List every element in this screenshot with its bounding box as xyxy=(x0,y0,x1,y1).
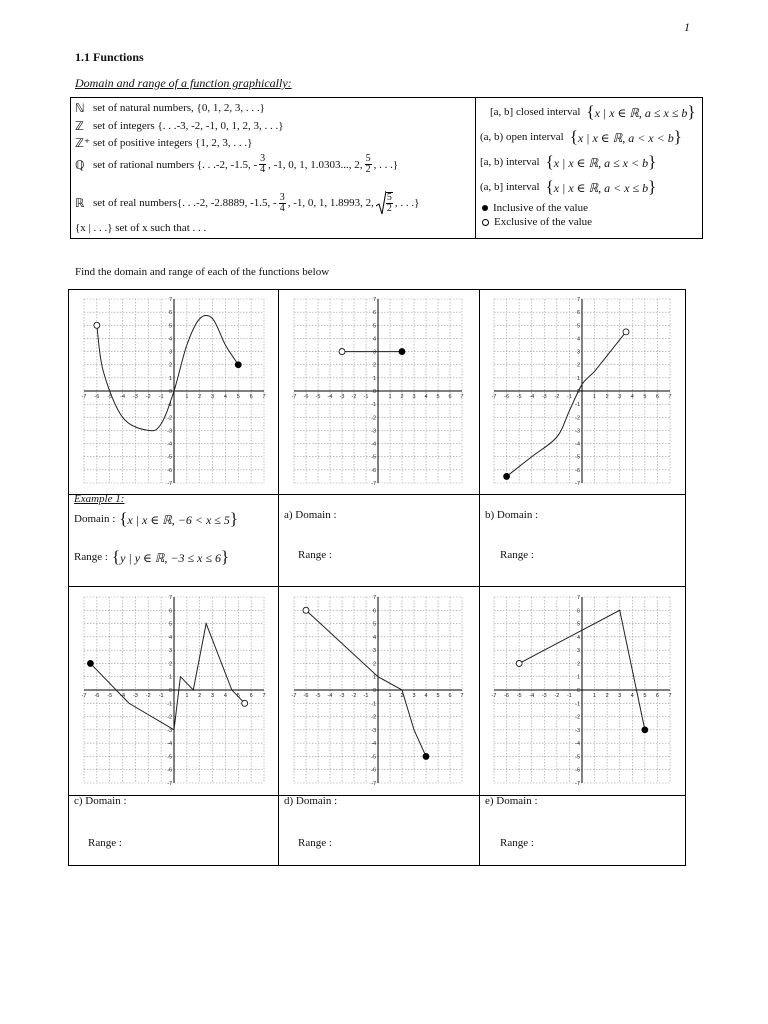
interval-closed-label: [a, b] closed interval xyxy=(490,106,581,118)
x-tick-label: 1 xyxy=(593,394,597,400)
y-tick-label: 0 xyxy=(372,688,376,694)
y-tick-label: 4 xyxy=(168,336,172,343)
instruction: Find the domain and range of each of the functions below xyxy=(75,266,330,278)
x-tick-label: 7 xyxy=(262,394,266,400)
answer-e-range: Range : xyxy=(500,837,534,849)
positive-integers-desc: set of positive integers {1, 2, 3, . . .} xyxy=(93,137,253,149)
y-tick-label: -6 xyxy=(371,767,376,774)
section-title: 1.1 Functions xyxy=(75,50,144,64)
y-tick-label: -5 xyxy=(575,754,580,761)
y-tick-label: -7 xyxy=(575,781,580,787)
y-tick-label: -5 xyxy=(575,454,580,461)
x-tick-label: 2 xyxy=(400,394,404,400)
natural-symbol: ℕ xyxy=(75,101,85,115)
x-tick-label: -5 xyxy=(516,394,522,400)
y-tick-label: 7 xyxy=(576,297,580,303)
y-tick-label: 6 xyxy=(372,310,376,317)
sqrt-five-halves: $\frac{5}{2}$ xyxy=(376,190,393,216)
set-natural xyxy=(75,101,265,115)
subtitle: Domain and range of a function graphically: xyxy=(75,76,292,90)
y-tick-label: -3 xyxy=(575,428,580,435)
y-tick-label: 5 xyxy=(372,621,376,628)
x-tick-label: -1 xyxy=(363,693,369,699)
answer-d-domain: d) Domain : xyxy=(284,795,338,807)
natural-desc: set of natural numbers, {0, 1, 2, 3, . . .} xyxy=(93,102,265,114)
y-tick-label: -3 xyxy=(371,727,376,734)
answer-a-range: Range : xyxy=(298,549,332,561)
x-tick-label: 1 xyxy=(593,693,597,699)
real-desc-mid: , -1, 0, 1, 1.8993, 2, xyxy=(287,197,374,209)
y-tick-label: 5 xyxy=(168,621,172,628)
y-tick-label: 1 xyxy=(372,674,376,681)
y-tick-label: -1 xyxy=(371,402,376,409)
x-tick-label: 1 xyxy=(388,693,392,699)
closed-endpoint xyxy=(87,660,93,666)
y-tick-label: 0 xyxy=(576,389,580,395)
x-tick-label: 6 xyxy=(655,693,659,699)
legend-open-text: Exclusive of the value xyxy=(494,216,593,228)
x-tick-label: -2 xyxy=(554,693,560,699)
answer-b-domain: b) Domain : xyxy=(485,509,539,521)
y-tick-label: -2 xyxy=(371,714,376,721)
y-tick-label: -5 xyxy=(371,454,376,461)
positive-integers-symbol: ℤ⁺ xyxy=(75,136,91,150)
x-tick-label: 2 xyxy=(400,693,404,699)
x-tick-label: -6 xyxy=(504,693,510,699)
real-desc-pre: set of real numbers{. . .-2, -2.8889, -1.5, - xyxy=(93,197,277,209)
integers-desc: set of integers {. . .-3, -2, -1, 0, 1, 2, 3, . . .} xyxy=(93,120,284,132)
interval-half-open-right-set: {x | x ∈ ℝ, a ≤ x < b} xyxy=(545,152,657,171)
example-domain-label: Domain : xyxy=(74,513,116,525)
set-builder-note xyxy=(75,222,206,234)
y-tick-label: 3 xyxy=(372,349,376,356)
interval-half-open-right-label: [a, b) interval xyxy=(480,156,540,168)
x-tick-label: 3 xyxy=(412,394,416,400)
example-title: Example 1: xyxy=(74,493,125,505)
y-tick-label: 5 xyxy=(372,323,376,330)
x-tick-label: 3 xyxy=(412,693,416,699)
x-tick-label: 7 xyxy=(262,693,266,699)
y-tick-label: -1 xyxy=(167,701,172,708)
x-tick-label: 3 xyxy=(618,693,622,699)
closed-dot-icon xyxy=(482,205,488,211)
y-tick-label: 7 xyxy=(168,595,172,601)
x-tick-label: 5 xyxy=(436,693,440,699)
y-tick-label: -3 xyxy=(167,727,172,734)
definitions-table xyxy=(70,97,703,239)
interval-closed-set: {x | x ∈ ℝ, a ≤ x ≤ b} xyxy=(586,102,696,121)
y-tick-label: 1 xyxy=(168,375,172,382)
x-tick-label: -4 xyxy=(327,693,333,699)
y-tick-label: 5 xyxy=(576,323,580,330)
real-symbol: ℝ xyxy=(75,196,85,210)
y-tick-label: -1 xyxy=(371,701,376,708)
y-tick-label: -7 xyxy=(371,481,376,487)
x-tick-label: -1 xyxy=(566,394,572,400)
x-tick-label: -5 xyxy=(315,394,321,400)
x-tick-label: -7 xyxy=(291,693,297,699)
x-tick-label: -5 xyxy=(315,693,321,699)
x-tick-label: -4 xyxy=(120,394,126,400)
answer-b-range: Range : xyxy=(500,549,534,561)
interval-half-open-left-label: (a, b] interval xyxy=(480,181,540,193)
y-tick-label: -6 xyxy=(575,467,580,474)
x-tick-label: -3 xyxy=(132,394,138,400)
set-real xyxy=(75,190,419,216)
x-tick-label: 3 xyxy=(211,394,215,400)
y-tick-label: -5 xyxy=(167,454,172,461)
y-tick-label: -7 xyxy=(167,781,172,787)
closed-endpoint xyxy=(642,727,648,733)
y-tick-label: 5 xyxy=(168,323,172,330)
y-tick-label: 7 xyxy=(168,297,172,303)
open-endpoint xyxy=(242,700,248,706)
y-tick-label: 2 xyxy=(372,362,376,369)
open-endpoint xyxy=(339,349,345,355)
closed-endpoint xyxy=(504,473,510,479)
y-tick-label: 1 xyxy=(372,375,376,382)
y-tick-label: 1 xyxy=(168,674,172,681)
x-tick-label: -7 xyxy=(491,394,497,400)
x-tick-label: -7 xyxy=(81,693,87,699)
x-tick-label: -3 xyxy=(339,394,345,400)
open-endpoint xyxy=(303,607,309,613)
y-tick-label: -4 xyxy=(575,741,580,748)
x-tick-label: 4 xyxy=(223,693,227,699)
y-tick-label: 1 xyxy=(576,375,580,382)
answer-cell-b xyxy=(479,494,686,587)
fraction-three-quarters: $\frac{3}{4}$ xyxy=(260,153,266,175)
x-tick-label: 2 xyxy=(605,394,609,400)
y-tick-label: -4 xyxy=(167,741,172,748)
y-tick-label: -1 xyxy=(575,701,580,708)
y-tick-label: -6 xyxy=(575,767,580,774)
open-endpoint xyxy=(516,660,522,666)
y-tick-label: 0 xyxy=(576,688,580,694)
y-tick-label: 0 xyxy=(372,389,376,395)
answer-cell-a xyxy=(278,494,480,587)
legend-open xyxy=(482,216,592,228)
y-tick-label: -2 xyxy=(167,714,172,721)
y-tick-label: -2 xyxy=(575,415,580,422)
x-tick-label: 5 xyxy=(643,394,647,400)
graph-c xyxy=(78,591,270,789)
x-tick-label: 7 xyxy=(460,394,464,400)
x-tick-label: 4 xyxy=(424,394,428,400)
x-tick-label: 2 xyxy=(198,394,202,400)
y-tick-label: 3 xyxy=(372,648,376,655)
x-tick-label: 1 xyxy=(388,394,392,400)
x-tick-label: -6 xyxy=(504,394,510,400)
x-tick-label: -4 xyxy=(529,394,535,400)
rational-desc-post: , . . .} xyxy=(373,158,399,171)
x-tick-label: -1 xyxy=(566,693,572,699)
legend-closed-text: Inclusive of the value xyxy=(493,202,588,214)
interval-closed xyxy=(490,102,696,122)
graph-a xyxy=(288,293,468,489)
x-tick-label: -6 xyxy=(94,394,100,400)
y-tick-label: 7 xyxy=(372,297,376,303)
x-tick-label: -5 xyxy=(516,693,522,699)
x-tick-label: -5 xyxy=(107,394,113,400)
y-tick-label: -7 xyxy=(167,481,172,487)
x-tick-label: -1 xyxy=(158,693,164,699)
y-tick-label: 6 xyxy=(576,310,580,317)
open-dot-icon xyxy=(482,219,489,226)
x-tick-label: -2 xyxy=(351,693,357,699)
rational-symbol: ℚ xyxy=(75,157,85,172)
x-tick-label: -2 xyxy=(351,394,357,400)
y-tick-label: 2 xyxy=(576,362,580,369)
y-tick-label: 2 xyxy=(168,661,172,668)
y-tick-label: -2 xyxy=(167,415,172,422)
y-tick-label: 2 xyxy=(576,661,580,668)
interval-open-set: {x | x ∈ ℝ, a < x < b} xyxy=(569,127,682,146)
interval-open-label: (a, b) open interval xyxy=(480,131,564,143)
x-tick-label: 3 xyxy=(618,394,622,400)
x-tick-label: 7 xyxy=(668,693,672,699)
y-tick-label: 0 xyxy=(168,389,172,395)
x-tick-label: -4 xyxy=(529,693,535,699)
x-tick-label: 4 xyxy=(630,693,634,699)
sqrt-sign-icon xyxy=(376,190,386,216)
y-tick-label: 6 xyxy=(576,608,580,615)
y-tick-label: -3 xyxy=(575,727,580,734)
integers-symbol: ℤ xyxy=(75,119,84,133)
real-desc-post: , . . .} xyxy=(394,197,420,209)
set-rational xyxy=(75,154,398,175)
x-tick-label: 7 xyxy=(460,693,464,699)
x-tick-label: 4 xyxy=(630,394,634,400)
graph-e xyxy=(488,591,676,789)
y-tick-label: 3 xyxy=(576,648,580,655)
function-curve xyxy=(303,610,426,756)
y-tick-label: 2 xyxy=(372,661,376,668)
set-positive-integers xyxy=(75,136,252,150)
y-tick-label: 3 xyxy=(168,648,172,655)
y-tick-label: -6 xyxy=(167,767,172,774)
closed-endpoint xyxy=(423,753,429,759)
rational-desc-mid: , -1, 0, 1, 1.0303..., 2, xyxy=(268,158,363,171)
x-tick-label: 7 xyxy=(668,394,672,400)
x-tick-label: -2 xyxy=(145,693,151,699)
x-tick-label: -3 xyxy=(339,693,345,699)
y-tick-label: 6 xyxy=(372,608,376,615)
set-integers xyxy=(75,119,284,133)
example-domain-set: {x | x ∈ ℝ, −6 < x ≤ 5} xyxy=(119,509,239,528)
x-tick-label: 5 xyxy=(436,394,440,400)
x-tick-label: 4 xyxy=(424,693,428,699)
y-tick-label: 4 xyxy=(576,336,580,343)
x-tick-label: -6 xyxy=(94,693,100,699)
y-tick-label: -5 xyxy=(371,754,376,761)
interval-notation-column xyxy=(476,98,702,238)
answer-c-range: Range : xyxy=(88,837,122,849)
set-builder-desc: {x | . . .} set of x such that . . . xyxy=(75,222,207,234)
legend-closed xyxy=(482,202,588,214)
x-tick-label: -7 xyxy=(291,394,297,400)
x-tick-label: 4 xyxy=(223,394,227,400)
x-tick-label: 5 xyxy=(643,693,647,699)
example-range-label: Range : xyxy=(74,551,108,563)
x-tick-label: -2 xyxy=(145,394,151,400)
interval-open xyxy=(480,127,682,147)
fraction-five-halves: $\frac{5}{2}$ xyxy=(365,153,371,175)
y-tick-label: 5 xyxy=(576,621,580,628)
y-tick-label: -4 xyxy=(575,441,580,448)
closed-endpoint xyxy=(399,349,405,355)
answer-cell-example xyxy=(68,494,279,587)
y-tick-label: -1 xyxy=(167,402,172,409)
y-tick-label: 7 xyxy=(576,595,580,601)
x-tick-label: 6 xyxy=(655,394,659,400)
y-tick-label: 2 xyxy=(168,362,172,369)
fraction-three-quarters-real: $\frac{3}{4}$ xyxy=(279,191,285,214)
y-tick-label: 1 xyxy=(576,674,580,681)
x-tick-label: -2 xyxy=(554,394,560,400)
interval-half-open-right xyxy=(480,152,656,172)
rational-desc-pre: set of rational numbers {. . .-2, -1.5, - xyxy=(93,158,258,171)
y-tick-label: -3 xyxy=(167,428,172,435)
y-tick-label: -6 xyxy=(167,467,172,474)
number-sets-column xyxy=(71,98,476,238)
x-tick-label: -3 xyxy=(132,693,138,699)
x-tick-label: 3 xyxy=(211,693,215,699)
x-tick-label: 1 xyxy=(185,693,189,699)
y-tick-label: -7 xyxy=(575,481,580,487)
y-tick-label: 4 xyxy=(372,634,376,641)
open-endpoint xyxy=(623,329,629,335)
graph-b xyxy=(488,293,676,489)
answer-c-domain: c) Domain : xyxy=(74,795,127,807)
x-tick-label: 6 xyxy=(249,693,253,699)
y-tick-label: -5 xyxy=(167,754,172,761)
x-tick-label: 6 xyxy=(249,394,253,400)
y-tick-label: -4 xyxy=(167,441,172,448)
x-tick-label: -1 xyxy=(158,394,164,400)
y-tick-label: -4 xyxy=(371,441,376,448)
y-tick-label: 0 xyxy=(168,688,172,694)
x-tick-label: 1 xyxy=(185,394,189,400)
function-curve xyxy=(97,315,238,430)
page-number: 1 xyxy=(684,20,690,34)
x-tick-label: -1 xyxy=(363,394,369,400)
y-tick-label: -4 xyxy=(371,741,376,748)
x-tick-label: 5 xyxy=(236,394,240,400)
graph-d xyxy=(288,591,468,789)
y-tick-label: -7 xyxy=(371,781,376,787)
x-tick-label: -6 xyxy=(303,693,309,699)
example-domain xyxy=(74,509,238,529)
x-tick-label: -5 xyxy=(107,693,113,699)
exercise-grid xyxy=(68,289,686,866)
x-tick-label: -3 xyxy=(541,693,547,699)
open-endpoint xyxy=(94,322,100,328)
graph-example xyxy=(78,293,270,489)
answer-a-domain: a) Domain : xyxy=(284,509,337,521)
y-tick-label: -6 xyxy=(371,467,376,474)
x-tick-label: -7 xyxy=(81,394,87,400)
answer-d-range: Range : xyxy=(298,837,332,849)
answer-e-domain: e) Domain : xyxy=(485,795,538,807)
y-tick-label: 3 xyxy=(168,349,172,356)
x-tick-label: 5 xyxy=(236,693,240,699)
closed-endpoint xyxy=(235,362,241,368)
example-range xyxy=(74,547,229,567)
y-tick-label: -2 xyxy=(575,714,580,721)
x-tick-label: -7 xyxy=(491,693,497,699)
x-tick-label: 2 xyxy=(198,693,202,699)
y-tick-label: 7 xyxy=(372,595,376,601)
x-tick-label: -4 xyxy=(120,693,126,699)
y-tick-label: -1 xyxy=(575,402,580,409)
y-tick-label: 4 xyxy=(576,634,580,641)
interval-half-open-left-set: {x | x ∈ ℝ, a < x ≤ b} xyxy=(545,177,657,196)
y-tick-label: -3 xyxy=(371,428,376,435)
example-range-set: {y | y ∈ ℝ, −3 ≤ x ≤ 6} xyxy=(111,547,230,566)
y-tick-label: -2 xyxy=(371,415,376,422)
x-tick-label: -6 xyxy=(303,394,309,400)
x-tick-label: 6 xyxy=(448,693,452,699)
x-tick-label: 2 xyxy=(605,693,609,699)
y-tick-label: 6 xyxy=(168,310,172,317)
y-tick-label: 4 xyxy=(168,634,172,641)
y-tick-label: 6 xyxy=(168,608,172,615)
x-tick-label: -3 xyxy=(541,394,547,400)
interval-half-open-left xyxy=(480,177,656,197)
x-tick-label: -4 xyxy=(327,394,333,400)
y-tick-label: 3 xyxy=(576,349,580,356)
x-tick-label: 6 xyxy=(448,394,452,400)
y-tick-label: 4 xyxy=(372,336,376,343)
